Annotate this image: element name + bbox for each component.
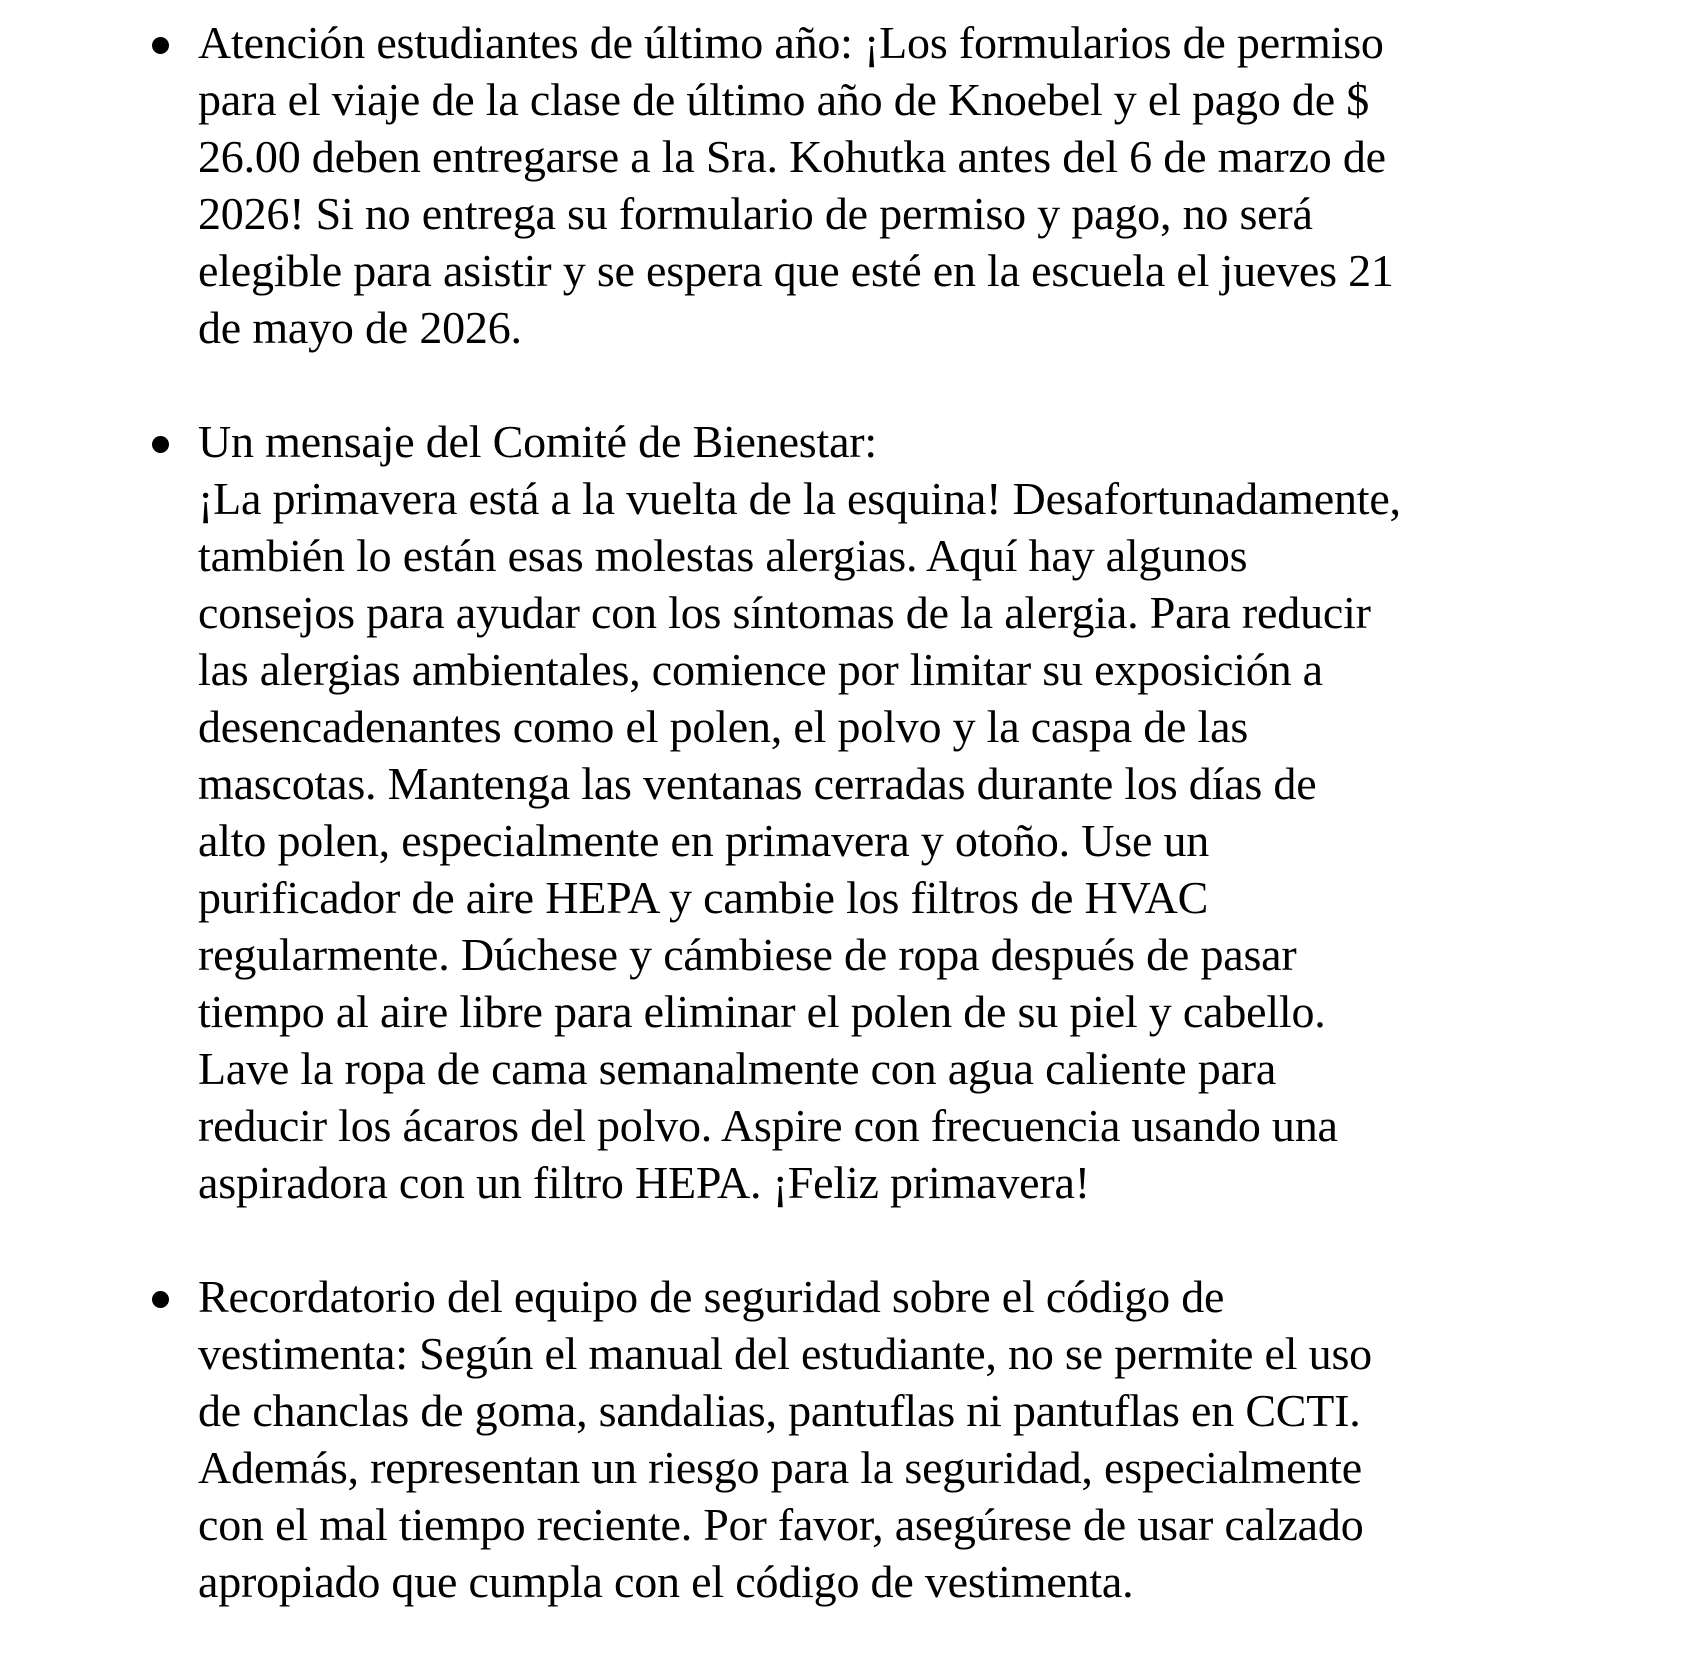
text-line: tiempo al aire libre para eliminar el polen de su piel y cabello. (198, 986, 1326, 1037)
text-line: vestimenta: Según el manual del estudiante, no se permite el uso (198, 1328, 1372, 1379)
text-line: ¡La primavera está a la vuelta de la esquina! Desafortunadamente, (198, 473, 1401, 524)
bullet-dot-icon (152, 1291, 169, 1308)
text-line: para el viaje de la clase de último año de Knoebel y el pago de $ (198, 74, 1370, 125)
announcement-wellness-committee (198, 413, 1618, 1211)
text-line: elegible para asistir y se espera que esté en la escuela el jueves 21 (198, 245, 1394, 296)
text-line: purificador de aire HEPA y cambie los filtros de HVAC (198, 872, 1209, 923)
text-line: de mayo de 2026. (198, 302, 522, 353)
text-line: también lo están esas molestas alergias. Aquí hay algunos (198, 530, 1248, 581)
text-line: apropiado que cumpla con el código de vestimenta. (198, 1556, 1134, 1607)
text-line: Recordatorio del equipo de seguridad sobre el código de (198, 1271, 1225, 1322)
bullet-dot-icon (152, 37, 169, 54)
text-line: Lave la ropa de cama semanalmente con agua caliente para (198, 1043, 1277, 1094)
text-line: reducir los ácaros del polvo. Aspire con frecuencia usando una (198, 1100, 1338, 1151)
text-line: desencadenantes como el polen, el polvo y la caspa de las (198, 701, 1249, 752)
text-line: Atención estudiantes de último año: ¡Los formularios de permiso (198, 17, 1384, 68)
text-line: regularmente. Dúchese y cámbiese de ropa después de pasar (198, 929, 1297, 980)
text-line: las alergias ambientales, comience por limitar su exposición a (198, 644, 1323, 695)
bullet-dot-icon (152, 436, 169, 453)
text-line: alto polen, especialmente en primavera y otoño. Use un (198, 815, 1210, 866)
text-line: con el mal tiempo reciente. Por favor, asegúrese de usar calzado (198, 1499, 1364, 1550)
text-line: 2026! Si no entrega su formulario de permiso y pago, no será (198, 188, 1313, 239)
text-line: 26.00 deben entregarse a la Sra. Kohutka antes del 6 de marzo de (198, 131, 1386, 182)
text-line: de chanclas de goma, sandalias, pantuflas ni pantuflas en CCTI. (198, 1385, 1361, 1436)
text-line: Un mensaje del Comité de Bienestar: (198, 416, 877, 467)
announcement-senior-trip (198, 14, 1618, 356)
text-line: mascotas. Mantenga las ventanas cerradas durante los días de (198, 758, 1317, 809)
text-line: aspiradora con un filtro HEPA. ¡Feliz primavera! (198, 1157, 1090, 1208)
text-line: consejos para ayudar con los síntomas de la alergia. Para reducir (198, 587, 1371, 638)
announcement-list (198, 14, 1618, 1667)
text-line: Además, representan un riesgo para la seguridad, especialmente (198, 1442, 1362, 1493)
announcement-dress-code (198, 1268, 1618, 1610)
